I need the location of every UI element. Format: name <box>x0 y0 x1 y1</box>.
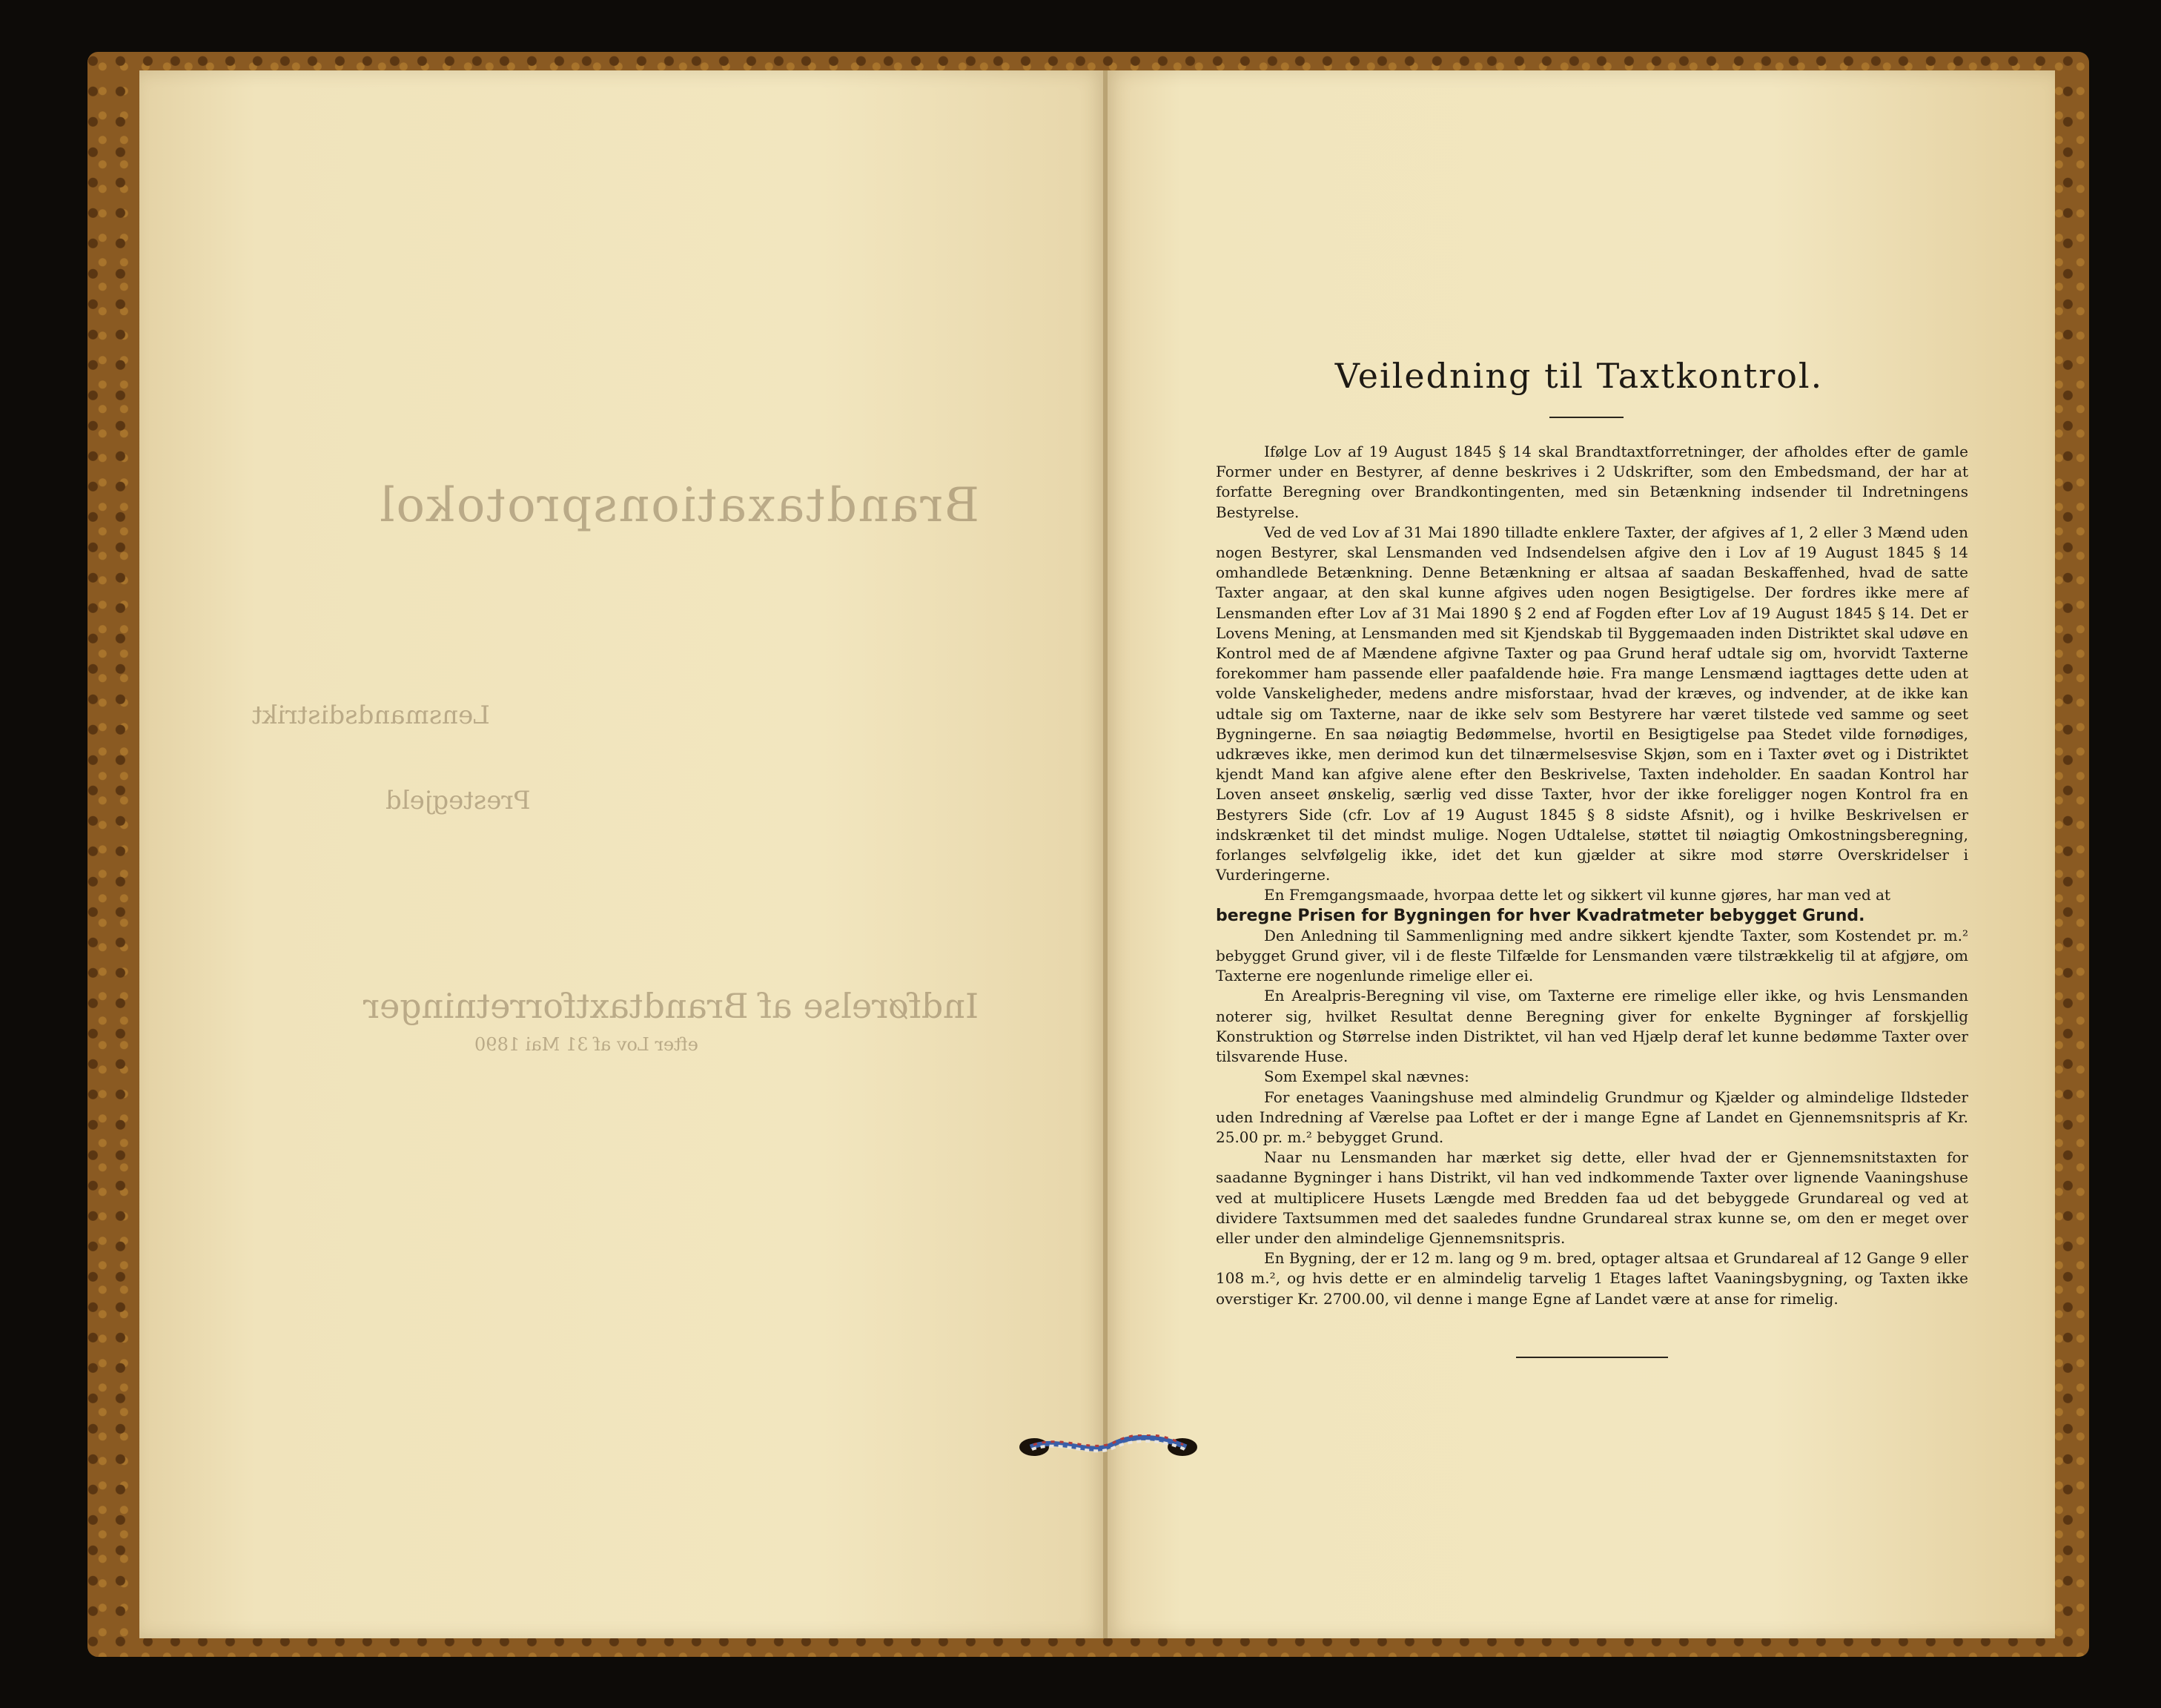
show-through-title: Brandtaxationsprotokol <box>378 478 979 533</box>
paragraph: En Arealpris-Beregning vil vise, om Taxterne ere rimelige eller ikke, og hvis Lensmanden noterer sig, hvilket Resultat denne Beregning giver for enkelte Bygninger af forskjellig Konstruktion og Størrelse inden Distriktet, vil han ved Hjælp deraf let kunne bedømme Taxter over tilsvarende Huse. <box>1216 987 1968 1066</box>
paragraph: Ved de ved Lov af 31 Mai 1890 tilladte enklere Taxter, der afgives af 1, 2 eller 3 Mænd uden nogen Bestyrer, skal Lensmanden ved Indsendelsen afgive den i Lov af 19 August 1845 § 14 omhandlede Betænkning. Denne Betænkning er altsaa af saadan Beskaffenhed, hvad de satte Taxter angaar, at den skal kunne afgives uden nogen Besigtigelse. Der fordres ikke mere af Lensmanden efter Lov af 31 Mai 1890 § 2 end af Fogden efter Lov af 19 August 1845 § 14. Det er Lovens Mening, at Lensmanden med sit Kjendskab til Byggemaaden inden Distriktet skal udøve en Kontrol med de af Mændene afgivne Taxter og paa Grund heraf udtale sig om, hvorvidt Taxterne forekommer ham passende eller paafaldende høie. Fra mange Lensmænd iagttages dette uden at volde Vanskeligheder, medens andre misforstaar, hvad der kræves, og indvender, at de ikke kan udtale sig om Taxterne, naar de ikke selv som Bestyrere har været tilstede ved samme og seet Bygningerne. En saa nøiagtig Bedømmelse, hvortil en Besigtigelse paa Stedet vilde fornødiges, udkræves ikke, men derimod kun det tilnærmelsesvise Skjøn, som en i Taxter øvet og i Distriktet kjendt Mand kan afgive alene efter den Beskrivelse, Taxten indeholder. En saadan Kontrol har Loven anseet ønskelig, særlig ved disse Taxter, hvor der ikke foreligger nogen Kontrol fra en Bestyrers Side (cfr. Lov af 19 August 1845 § 8 sidste Afsnit), og i hvilke Beskrivelsen er indskrænket til det mindst mulige. Nogen Udtalelse, støttet til nøiagtig Omkostningsberegning, forlanges selvfølgelig ikke, idet det kun gjælder at sikre mod større Overskridelser i Vurderingerne. <box>1216 523 1968 884</box>
title-rule <box>1549 417 1624 418</box>
paragraph: For enetages Vaaningshuse med almindelig Grundmur og Kjælder og almindelige Ildsteder uden Indredning af Værelse paa Loftet er der i mange Egne af Landet en Gjennemsnitspris af Kr. 25.00 pr. m.² bebygget Grund. <box>1216 1088 1968 1146</box>
binding-thread-icon <box>1016 1434 1201 1460</box>
paragraph: Som Exempel skal nævnes: <box>1264 1068 1469 1086</box>
document-body <box>1216 442 1968 1309</box>
book-gutter <box>1103 70 1108 1638</box>
paragraph: Den Anledning til Sammenligning med andre sikkert kjendte Taxter, som Kostendet pr. m.² bebygget Grund giver, vil i de fleste Tilfælde for Lensmanden være tilstrækkelig til at afgjøre, om Taxterne ere nogenlunde rimelige eller ei. <box>1216 926 1968 985</box>
show-through-row: Indførelse af Brandtaxtforretninger <box>363 986 979 1026</box>
show-through-row: efter Lov af 31 Mai 1890 <box>474 1034 698 1055</box>
paragraph: En Bygning, der er 12 m. lang og 9 m. bred, optager altsaa et Grundareal af 12 Gange 9 eller 108 m.², og hvis dette er en almindelig tarvelig 1 Etages laftet Vaaningsbygning, og Taxten ikke overstiger Kr. 2700.00, vil denne i mange Egne af Landet være at anse for rimelig. <box>1216 1249 1968 1308</box>
show-through-row: Lensmandsdistrikt <box>252 701 490 730</box>
paragraph: Ifølge Lov af 19 August 1845 § 14 skal Brandtaxtforretninger, der afholdes efter de gamle Former under en Bestyrer, af denne beskrives i 2 Udskrifter, som den Embedsmand, der har at forfatte Beregning over Brandkontingenten, med sin Betænkning indsender til Indretningens Bestyrelse. <box>1216 443 1968 521</box>
paragraph: En Fremgangsmaade, hvorpaa dette let og sikkert vil kunne gjøres, har man ved at <box>1264 886 1891 904</box>
closing-rule <box>1516 1357 1668 1358</box>
left-page <box>139 70 1105 1638</box>
emphasized-heading: beregne Prisen for Bygningen for hver Kvadratmeter bebygget Grund. <box>1216 906 1865 925</box>
page-title: Veiledning til Taxtkontrol. <box>1334 356 1824 396</box>
paragraph: Naar nu Lensmanden har mærket sig dette, eller hvad der er Gjennemsnitstaxten for saadanne Bygninger i hans Distrikt, vil han ved indkommende Taxter over lignende Vaaningshuse ved at multiplicere Husets Længde med Bredden faa ud det bebyggede Grundareal og ved at dividere Taxtsummen med det saaledes fundne Grundareal strax kunne se, om den er meget over eller under den almindelige Gjennemsnitspris. <box>1216 1148 1968 1247</box>
show-through-row: Prestegjeld <box>385 786 531 815</box>
